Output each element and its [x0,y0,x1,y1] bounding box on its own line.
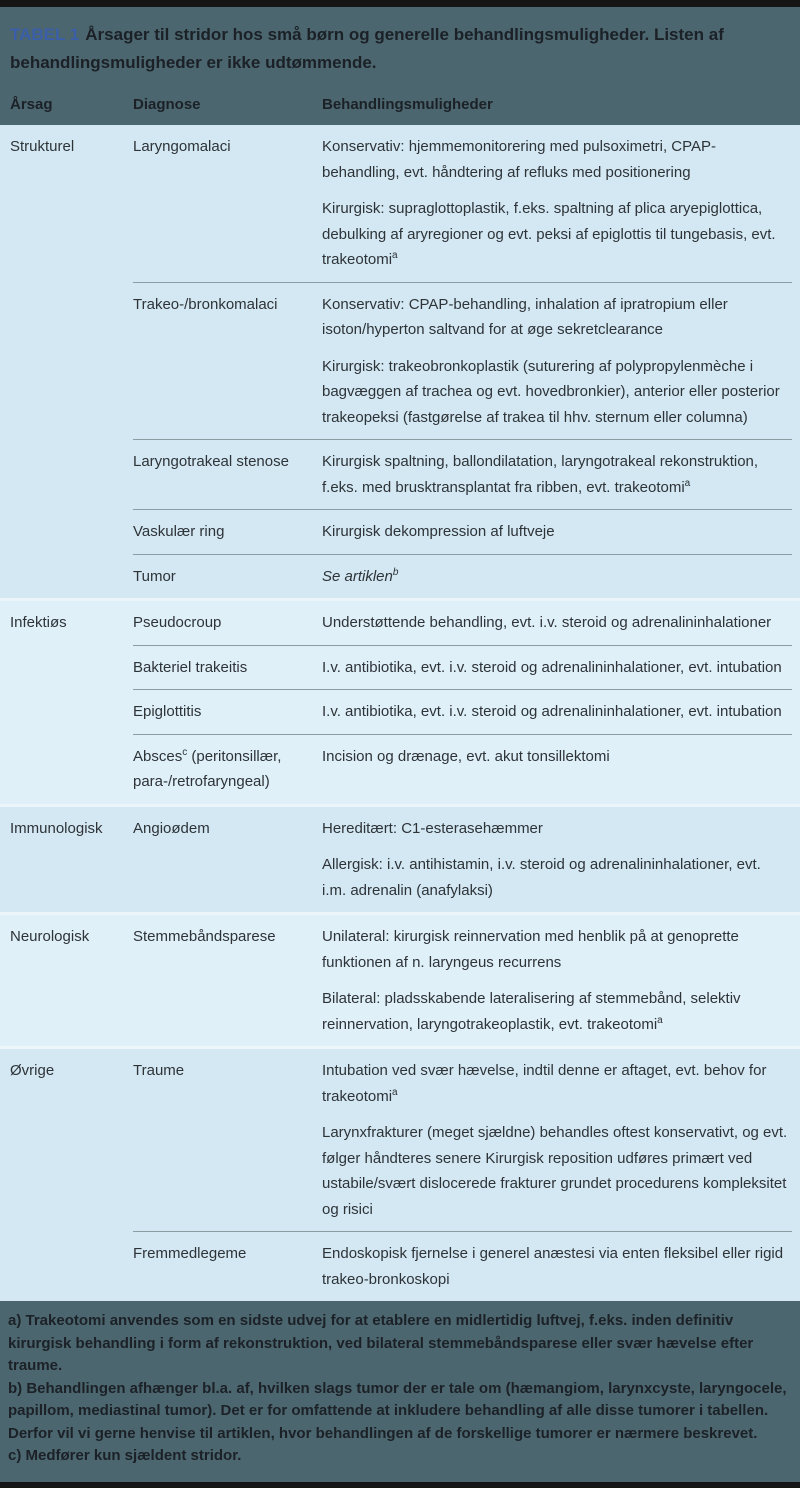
diagnosis-cell [133,510,322,554]
treatment-text: I.v. antibiotika, evt. i.v. steroid og adrenalininhalationer, evt. intubation [322,703,782,721]
cause-cell: Neurologisk [10,928,90,946]
diagnosis-text: Bakteriel trakeitis [133,658,248,676]
treatment-paragraph [322,852,788,903]
treatment-paragraph [322,610,788,636]
table-row [133,282,792,440]
footnote: b) Behandlingen afhænger bl.a. af, hvilken slags tumor der er tale om (hæmangiom, larynxcyste, laryngocele, papillom, mediastinal tumor). Det er for omfattende at inkludere behandling af alle disse tumorer i tabellen. Derfor vil vi gerne henvise til artiklen, hvor behandlingen af de forskellige tumorer er nærmere beskrevet. [8,1379,787,1442]
diagnosis-text: Vaskulær ring [133,523,225,541]
treatment-paragraph [322,699,788,725]
table-number-tag: TABEL 1 [10,25,80,44]
table-section [0,804,800,913]
diagnosis-cell [133,601,322,645]
diagnosis-text: Fremmedlegeme [133,1245,247,1263]
treatment-paragraph [322,924,788,975]
treatment-paragraph [322,816,788,842]
treatment-paragraph [322,354,788,431]
treatment-text: Kirurgisk spaltning, ballondilatation, laryngotrakeal rekonstruktion, f.eks. med brusktransplantat fra ribben, evt. trakeotomi [322,453,759,496]
footnote-marker: b [392,566,399,578]
treatment-paragraph [322,986,788,1037]
treatment-paragraph [322,292,788,343]
treatment-paragraph [322,1241,788,1292]
column-header-treatments: Behandlingsmuligheder [322,96,493,114]
section-rows [133,915,792,1046]
diagnosis-text: Laryngomalaci [133,138,231,156]
treatment-text: Bilateral: pladsskabende lateralisering af stemmebånd, selektiv reinnervation, laryngotrakeoplastik, evt. trakeotomi [322,990,741,1033]
bottom-frame-bar [0,1482,800,1488]
table-row [133,689,792,734]
diagnosis-cell [133,283,322,440]
treatment-text: Kirurgisk dekompression af luftveje [322,523,555,541]
table-row [133,645,792,690]
diagnosis-cell [133,440,322,509]
section-rows [133,125,792,598]
column-header-row [0,96,800,125]
footnote: a) Trakeotomi anvendes som en sidste udvej for at etablere en midlertidig luftvej, f.eks. inden definitiv kirurgisk behandling i form af rekonstruktion, ved bilateral stemmebåndsparese eller svær hævelse efter traume. [8,1312,754,1375]
treatment-cell [322,283,792,440]
table-row [133,915,792,1046]
treatment-text: Konservativ: CPAP-behandling, inhalation af ipratropium eller isoton/hyperton saltvand for at øge sekretclearance [322,295,728,339]
table-row [133,807,792,913]
treatment-text: Kirurgisk: trakeobronkoplastik (suturering af polypropylenmèche i bagvæggen af trachea og evt. hovedbronkier), anterior eller posterior trakeopeksi (fastgørelse af trakea til hhv. sternum eller columna) [322,357,780,426]
table-section [0,912,800,1046]
top-frame-bar [0,0,800,7]
section-rows [133,807,792,913]
footnote-marker: a [684,477,691,489]
diagnosis-cell [133,690,322,734]
table-row [133,1231,792,1301]
treatment-cell [322,601,792,645]
footnote-marker: a [392,250,398,262]
column-header-diagnosis: Diagnose [133,96,201,114]
treatment-text: I.v. antibiotika, evt. i.v. steroid og adrenalininhalationer, evt. intubation [322,658,782,676]
cause-cell: Strukturel [10,138,75,156]
diagnosis-text: Absces [133,747,183,765]
footnote-marker: a [657,1014,663,1026]
table-row [133,601,792,645]
footnote-marker: c [182,746,188,758]
treatment-cell [322,440,792,509]
table-row [133,554,792,599]
treatment-paragraph [322,1058,788,1109]
treatment-cell [322,555,792,599]
treatment-text: Larynxfrakturer (meget sjældne) behandles oftest konservativt, og evt. følger håndteres senere Kirurgisk reposition udføres primært ved ustabile/svært dislocerede frakturer grundet procedurens kompleksitet og risici [322,1124,788,1218]
cause-cell: Immunologisk [10,819,103,837]
diagnosis-cell [133,646,322,690]
table-title-text: Årsager til stridor hos små børn og generelle behandlingsmuligheder. Listen af behandlingsmuligheder er ikke udtømmende. [10,25,724,72]
treatment-text: Konservativ: hjemmemonitorering med pulsoximetri, CPAP-behandling, evt. håndtering af refluks med positionering [322,138,717,181]
treatment-text: Understøttende behandling, evt. i.v. steroid og adrenalininhalationer [322,614,772,632]
table-row [133,734,792,804]
treatment-text: Allergisk: i.v. antihistamin, i.v. steroid og adrenalininhalationer, evt. i.m. adrenalin (anafylaksi) [322,856,761,899]
treatment-text: Incision og drænage, evt. akut tonsillektomi [322,747,610,765]
treatment-cell [322,915,792,1046]
diagnosis-text: Stemmebåndsparese [133,928,276,946]
diagnosis-cell [133,1049,322,1231]
table-section [0,1046,800,1301]
treatment-cell [322,690,792,734]
section-rows [133,601,792,804]
treatment-cell [322,735,792,804]
treatment-cell [322,646,792,690]
table-section [0,598,800,804]
diagnosis-text: Angioødem [133,819,210,837]
footnote: c) Medfører kun sjældent stridor. [8,1447,242,1465]
treatment-paragraph [322,449,788,500]
column-header-cause: Årsag [10,96,53,114]
treatment-cell [322,510,792,554]
table-header-band [0,7,800,125]
diagnosis-text: Laryngotrakeal stenose [133,453,289,471]
table-title [0,7,800,96]
treatment-text: Se artiklen [322,567,393,585]
table-row [133,1049,792,1231]
treatment-paragraph [322,655,788,681]
table-section [0,125,800,598]
cause-cell: Øvrige [10,1062,55,1080]
treatment-text: Unilateral: kirurgisk reinnervation med henblik på at genoprette funktionen af n. laryngeus recurrens [322,928,739,971]
treatment-paragraph [322,1120,788,1222]
diagnosis-cell [133,735,322,804]
treatment-paragraph [322,519,788,545]
treatment-text: Kirurgisk: supraglottoplastik, f.eks. spaltning af plica aryepiglottica, debulking af aryregioner og evt. peksi af epiglottis til tungebasis, evt. trakeotomi [322,200,776,269]
table-row [133,439,792,509]
treatment-text: Intubation ved svær hævelse, indtil denne er aftaget, evt. behov for trakeotomi [322,1062,767,1105]
diagnosis-text: Trakeo-/bronkomalaci [133,295,278,313]
diagnosis-text: Pseudocroup [133,614,222,632]
diagnosis-text: (peritonsillær, para-/retrofaryngeal) [133,747,282,791]
diagnosis-text: Traume [133,1062,185,1080]
treatment-cell [322,1049,792,1231]
table-row [133,125,792,282]
diagnosis-cell [133,915,322,1046]
treatment-text: Endoskopisk fjernelse i generel anæstesi via enten fleksibel eller rigid trakeo-bronkoskopi [322,1245,784,1288]
treatment-cell [322,807,792,913]
treatment-cell [322,1232,792,1301]
section-rows [133,1049,792,1301]
diagnosis-text: Epiglottitis [133,703,202,721]
cause-cell: Infektiøs [10,614,67,632]
footnote-marker: a [392,1086,398,1098]
treatment-paragraph [322,134,788,185]
treatment-paragraph [322,744,788,770]
table-body [0,125,800,1301]
treatment-paragraph [322,564,788,590]
diagnosis-text: Tumor [133,567,176,585]
treatment-text: Hereditært: C1-esterasehæmmer [322,819,543,837]
treatment-cell [322,125,792,282]
footnotes-section [0,1301,800,1482]
diagnosis-cell [133,1232,322,1301]
table-row [133,509,792,554]
diagnosis-cell [133,807,322,913]
diagnosis-cell [133,125,322,282]
diagnosis-cell [133,555,322,599]
treatment-paragraph [322,196,788,273]
